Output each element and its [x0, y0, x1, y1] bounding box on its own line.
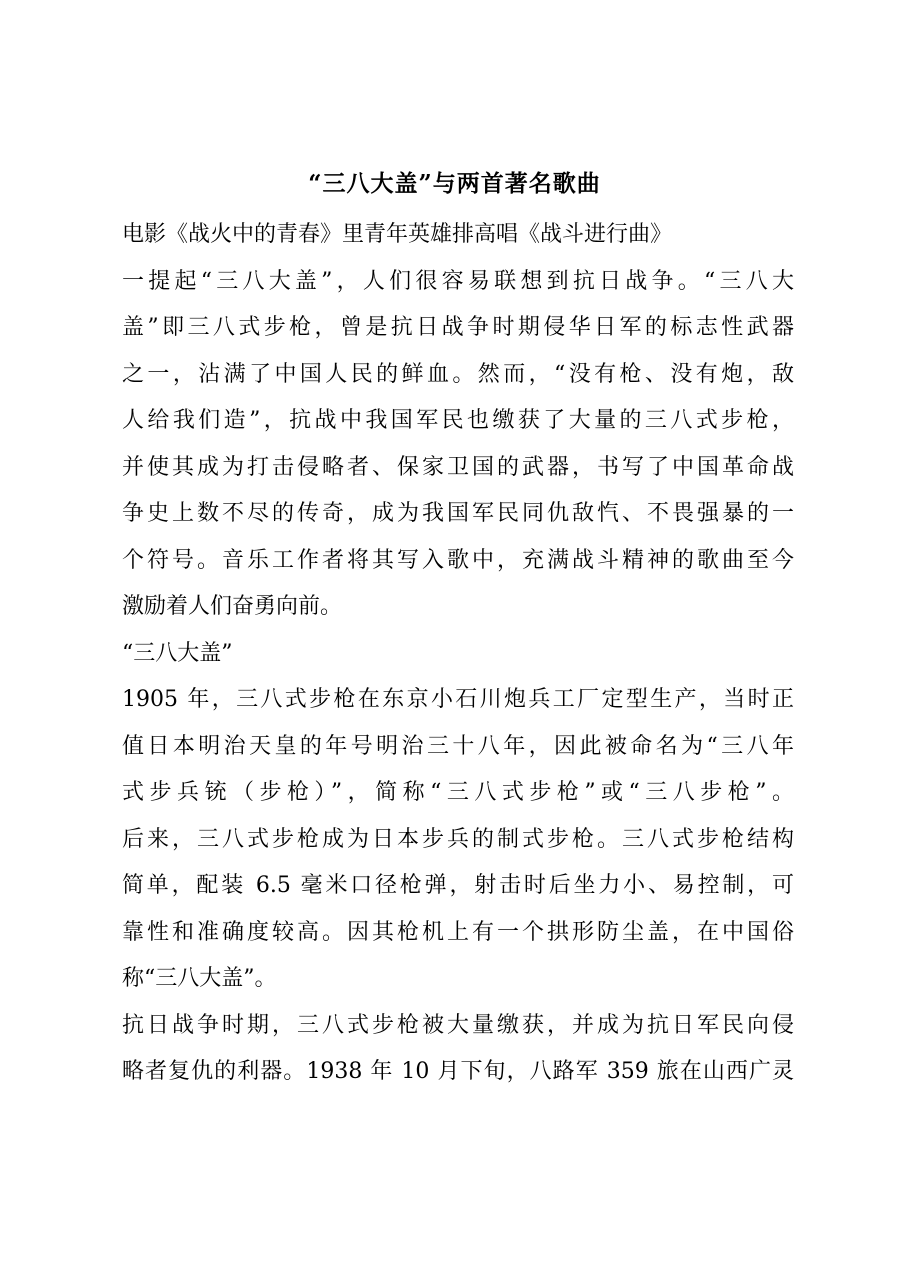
text-line: 一提起“三八大盖”，人们很容易联想到抗日战争。“三八大	[122, 268, 794, 294]
text-line: 争史上数不尽的传奇，成为我国军民同仇敌忾、不畏强暴的一	[122, 501, 794, 526]
text-line: 之一，沾满了中国人民的鲜血。然而，“没有枪、没有炮，敌	[122, 361, 794, 387]
text-line: 值日本明治天皇的年号明治三十八年，因此被命名为“三八年	[122, 733, 794, 759]
text-line: 称“三八大盖”。	[122, 966, 277, 991]
text-line: 个符号。音乐工作者将其写入歌中，充满战斗精神的歌曲至今	[122, 547, 794, 573]
text-line: 人给我们造”，抗战中我国军民也缴获了大量的三八式步枪，	[122, 408, 794, 433]
text-line: 式步兵铳（步枪）”，简称“三八式步枪”或“三八步枪”。	[122, 780, 794, 805]
text-line: 激励着人们奋勇向前。	[122, 594, 343, 619]
document-title: “三八大盖”与两首著名歌曲	[308, 170, 601, 197]
text-line: 靠性和准确度较高。因其枪机上有一个拱形防尘盖，在中国俗	[122, 919, 794, 945]
text-line: 盖”即三八式步枪，曾是抗日战争时期侵华日军的标志性武器	[122, 315, 794, 340]
text-line: 电影《战火中的青春》里青年英雄排高唱《战斗进行曲》	[122, 222, 673, 247]
text-line: 后来，三八式步枪成为日本步兵的制式步枪。三八式步枪结构	[122, 826, 794, 852]
text-line: 抗日战争时期，三八式步枪被大量缴获，并成为抗日军民向侵	[122, 1012, 794, 1038]
text-line: 略者复仇的利器。1938 年 10 月下旬，八路军 359 旅在山西广灵	[122, 1059, 794, 1084]
text-line: 1905 年，三八式步枪在东京小石川炮兵工厂定型生产，当时正	[122, 687, 794, 712]
document-body	[122, 212, 794, 1096]
text-line: “三八大盖”	[122, 640, 233, 666]
text-line: 简单，配装 6.5 毫米口径枪弹，射击时后坐力小、易控制，可	[122, 873, 794, 898]
text-line: 并使其成为打击侵略者、保家卫国的武器，书写了中国革命战	[122, 454, 794, 480]
